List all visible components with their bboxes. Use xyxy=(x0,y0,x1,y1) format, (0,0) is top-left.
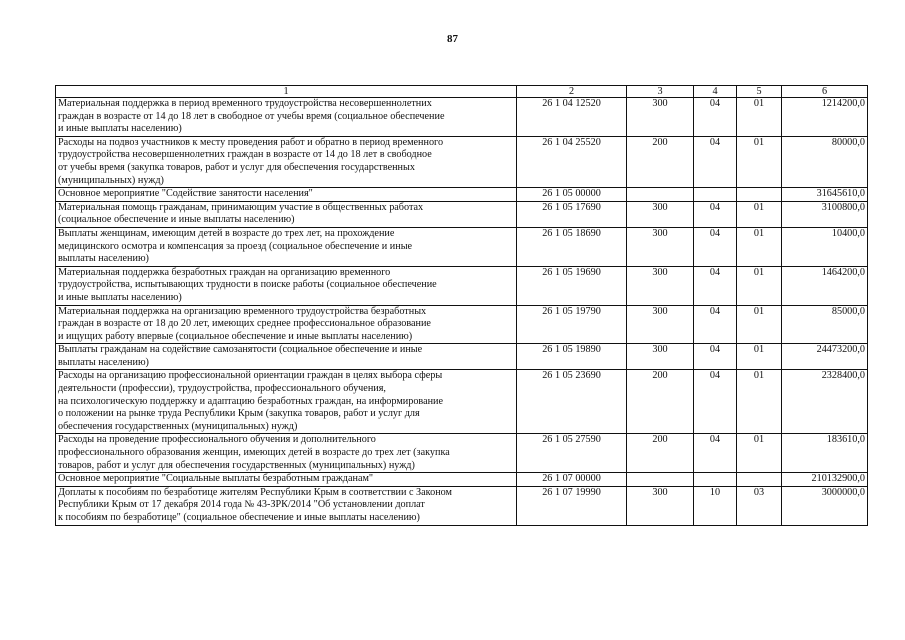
row-description xyxy=(56,305,517,344)
subsection-code: 01 xyxy=(737,136,782,187)
description-line: граждан в возрасте от 18 до 20 лет, имеющих среднее профессиональное образование xyxy=(58,318,431,330)
description-line: Материальная поддержка в период временного трудоустройства несовершеннолетних xyxy=(58,98,432,109)
target-code: 26 1 04 12520 xyxy=(517,98,627,137)
description-line: о положении на рынке труда Республики Крым (закупка товаров, работ и услуг для xyxy=(58,408,420,420)
table-row xyxy=(56,98,868,137)
target-code: 26 1 04 25520 xyxy=(517,136,627,187)
column-header-6: 6 xyxy=(782,86,868,98)
description-line: (социальное обеспечение и иные выплаты населению) xyxy=(58,214,295,226)
row-description xyxy=(56,98,517,137)
subsection-code: 01 xyxy=(737,98,782,137)
target-code: 26 1 05 27590 xyxy=(517,434,627,473)
expense-type-code: 300 xyxy=(627,344,694,370)
expense-type-code xyxy=(627,188,694,202)
table-row xyxy=(56,344,868,370)
row-description xyxy=(56,227,517,266)
target-code: 26 1 07 00000 xyxy=(517,473,627,487)
amount: 183610,0 xyxy=(782,434,868,473)
section-code: 04 xyxy=(694,201,737,227)
amount: 85000,0 xyxy=(782,305,868,344)
budget-table xyxy=(55,85,868,526)
target-code: 26 1 05 19890 xyxy=(517,344,627,370)
row-description xyxy=(56,370,517,434)
description-line: Расходы на проведение профессионального обучения и дополнительного xyxy=(58,434,376,446)
table-row xyxy=(56,486,868,525)
description-line: граждан в возрасте от 14 до 18 лет в свободное от учебы время (социальное обеспечение xyxy=(58,110,445,122)
subsection-code: 01 xyxy=(737,201,782,227)
column-header-1: 1 xyxy=(56,86,517,98)
description-line: товаров, работ и услуг для обеспечения государственных (муниципальных) нужд) xyxy=(58,459,415,471)
column-header-4: 4 xyxy=(694,86,737,98)
table-row xyxy=(56,473,868,487)
description-line: Материальная поддержка безработных граждан на организацию временного xyxy=(58,266,391,278)
expense-type-code: 300 xyxy=(627,486,694,525)
section-code: 04 xyxy=(694,344,737,370)
section-code: 04 xyxy=(694,266,737,305)
target-code: 26 1 05 18690 xyxy=(517,227,627,266)
table-row xyxy=(56,370,868,434)
section-code: 04 xyxy=(694,370,737,434)
description-line: от учебы время (закупка товаров, работ и услуг для обеспечения государственных xyxy=(58,161,415,173)
amount: 31645610,0 xyxy=(782,188,868,202)
header-row xyxy=(56,86,868,98)
description-line: трудоустройства несовершеннолетних граждан в возрасте от 14 до 18 лет в свободное xyxy=(58,149,432,161)
subsection-code xyxy=(737,473,782,487)
description-line: Материальная поддержка на организацию временного трудоустройства безработных xyxy=(58,305,427,317)
amount: 24473200,0 xyxy=(782,344,868,370)
description-line: Выплаты женщинам, имеющим детей в возрасте до трех лет, на прохождение xyxy=(58,227,395,239)
row-description xyxy=(56,473,517,487)
description-line: и иные выплаты населению) xyxy=(58,123,182,135)
table-row xyxy=(56,201,868,227)
description-line: профессионального образования женщин, имеющих детей в возрасте до трех лет (закупка xyxy=(58,447,450,459)
amount: 3100800,0 xyxy=(782,201,868,227)
page-number: 87 xyxy=(447,33,458,45)
column-header-3: 3 xyxy=(627,86,694,98)
row-description xyxy=(56,344,517,370)
table-row xyxy=(56,305,868,344)
description-line: и иные выплаты населению) xyxy=(58,291,182,303)
target-code: 26 1 07 19990 xyxy=(517,486,627,525)
section-code: 04 xyxy=(694,98,737,137)
target-code: 26 1 05 19790 xyxy=(517,305,627,344)
expense-type-code: 200 xyxy=(627,136,694,187)
description-line: Республики Крым от 17 декабря 2014 года № 43-ЗРК/2014 "Об установлении доплат xyxy=(58,499,425,511)
description-line: Расходы на подвоз участников к месту проведения работ и обратно в период временного xyxy=(58,136,444,148)
subsection-code: 03 xyxy=(737,486,782,525)
expense-type-code: 300 xyxy=(627,227,694,266)
description-line: на психологическую поддержку и адаптацию безработных граждан, на информирование xyxy=(58,395,444,407)
section-code: 04 xyxy=(694,434,737,473)
row-description xyxy=(56,434,517,473)
column-header-5: 5 xyxy=(737,86,782,98)
expense-type-code: 300 xyxy=(627,266,694,305)
expense-type-code: 300 xyxy=(627,305,694,344)
description-line: Основное мероприятие "Содействие занятости населения" xyxy=(58,188,313,200)
subsection-code: 01 xyxy=(737,305,782,344)
table-row xyxy=(56,188,868,202)
target-code: 26 1 05 17690 xyxy=(517,201,627,227)
section-code: 04 xyxy=(694,136,737,187)
description-line: Выплаты гражданам на содействие самозанятости (социальное обеспечение и иные xyxy=(58,344,423,356)
expense-type-code: 200 xyxy=(627,434,694,473)
target-code: 26 1 05 19690 xyxy=(517,266,627,305)
description-line: обеспечения государственных (муниципальных) нужд) xyxy=(58,420,298,432)
description-line: выплаты населению) xyxy=(58,253,149,265)
subsection-code: 01 xyxy=(737,344,782,370)
subsection-code: 01 xyxy=(737,434,782,473)
expense-type-code: 300 xyxy=(627,201,694,227)
expense-type-code: 300 xyxy=(627,98,694,137)
description-line: Материальная помощь гражданам, принимающим участие в общественных работах xyxy=(58,201,424,213)
table-row xyxy=(56,136,868,187)
amount: 3000000,0 xyxy=(782,486,868,525)
row-description xyxy=(56,188,517,202)
table-row xyxy=(56,266,868,305)
description-line: Расходы на организацию профессиональной ориентации граждан в целях выбора сферы xyxy=(58,370,443,382)
description-line: трудоустройства, испытывающих трудности в поиске работы (социальное обеспечение xyxy=(58,279,437,291)
target-code: 26 1 05 23690 xyxy=(517,370,627,434)
subsection-code: 01 xyxy=(737,266,782,305)
expense-type-code xyxy=(627,473,694,487)
section-code xyxy=(694,188,737,202)
target-code: 26 1 05 00000 xyxy=(517,188,627,202)
description-line: и ищущих работу впервые (социальное обеспечение и иные выплаты населению) xyxy=(58,330,413,342)
amount: 210132900,0 xyxy=(782,473,868,487)
description-line: (муниципальных) нужд) xyxy=(58,174,164,186)
amount: 1214200,0 xyxy=(782,98,868,137)
subsection-code: 01 xyxy=(737,227,782,266)
section-code xyxy=(694,473,737,487)
description-line: Основное мероприятие "Социальные выплаты безработным гражданам" xyxy=(58,473,374,485)
subsection-code: 01 xyxy=(737,370,782,434)
subsection-code xyxy=(737,188,782,202)
row-description xyxy=(56,201,517,227)
row-description xyxy=(56,486,517,525)
description-line: деятельности (профессии), трудоустройства, профессионального обучения, xyxy=(58,383,386,395)
table-row xyxy=(56,227,868,266)
description-line: медицинского осмотра и компенсация за проезд (социальное обеспечение и иные xyxy=(58,240,413,252)
amount: 10400,0 xyxy=(782,227,868,266)
amount: 80000,0 xyxy=(782,136,868,187)
table-row xyxy=(56,434,868,473)
section-code: 10 xyxy=(694,486,737,525)
expense-type-code: 200 xyxy=(627,370,694,434)
section-code: 04 xyxy=(694,305,737,344)
description-line: Доплаты к пособиям по безработице жителям Республики Крым в соответствии с Законом xyxy=(58,486,452,498)
description-line: выплаты населению) xyxy=(58,356,149,368)
description-line: к пособиям по безработице" (социальное обеспечение и иные выплаты населению) xyxy=(58,512,420,523)
column-header-2: 2 xyxy=(517,86,627,98)
row-description xyxy=(56,136,517,187)
row-description xyxy=(56,266,517,305)
amount: 2328400,0 xyxy=(782,370,868,434)
section-code: 04 xyxy=(694,227,737,266)
amount: 1464200,0 xyxy=(782,266,868,305)
